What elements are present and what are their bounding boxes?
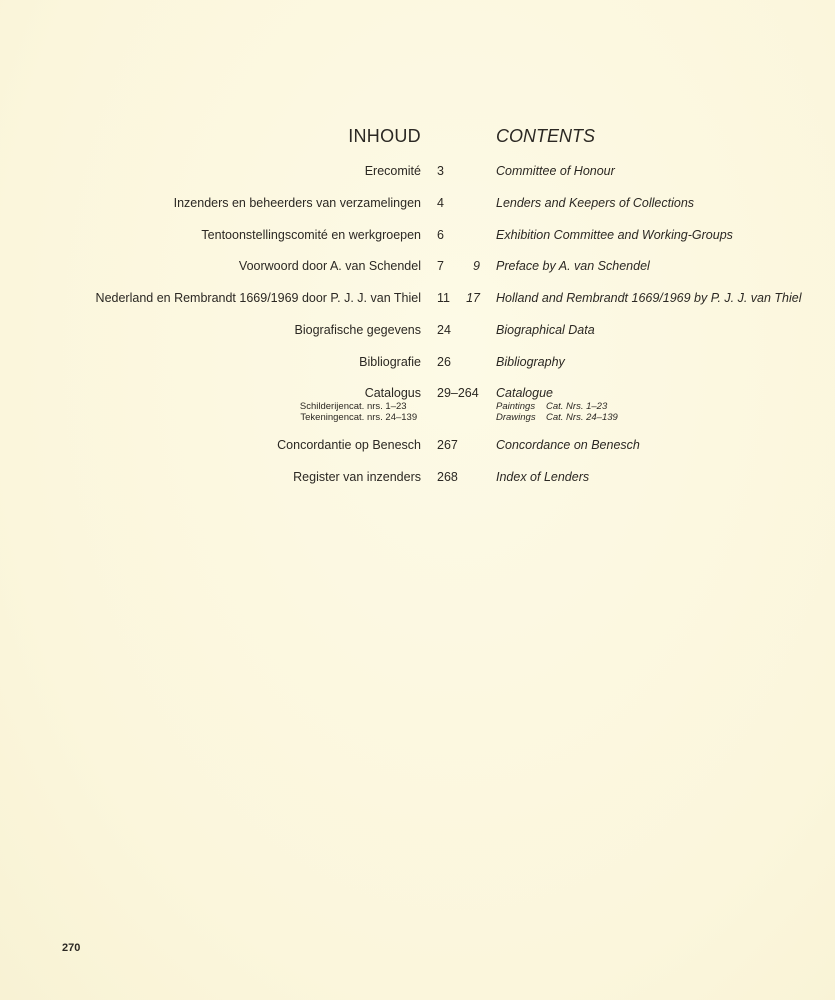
toc-row-erecomite	[0, 164, 835, 182]
toc-page: 7	[437, 259, 444, 273]
toc-title-nl: Inzenders en beheerders van verzamelingen	[173, 196, 421, 210]
toc-row-voorwoord	[0, 259, 835, 277]
toc-title-en: Holland and Rembrandt 1669/1969 by P. J. J. van Thiel	[496, 291, 802, 305]
catalogus-sub-range: cat. nrs. 1–23	[349, 401, 407, 412]
toc-page: 3	[437, 164, 444, 178]
toc-page: 4	[437, 196, 444, 210]
toc-title-nl: Erecomité	[364, 164, 421, 178]
toc-page: 6	[437, 228, 444, 242]
catalogue-sub-range: Cat. Nrs. 1–23	[546, 401, 608, 412]
toc-title-nl: Biografische gegevens	[294, 323, 421, 337]
catalogus-sub-label: Schilderijen	[299, 401, 349, 412]
toc-row-biografische-gegevens	[0, 323, 835, 341]
toc-title-en: Biographical Data	[496, 323, 595, 337]
heading-contents: CONTENTS	[496, 126, 595, 146]
catalogue-sub-label: Paintings	[496, 401, 536, 412]
page-number: 270	[62, 942, 81, 954]
toc-row-register	[0, 470, 835, 488]
toc-title-en: Committee of Honour	[496, 164, 615, 178]
toc-title-en: Preface by A. van Schendel	[496, 259, 650, 273]
toc-title-en: Exhibition Committee and Working-Groups	[496, 228, 733, 242]
heading-inhoud: INHOUD	[348, 126, 421, 146]
toc-title-en: Catalogue	[496, 386, 553, 400]
toc-row-inzenders	[0, 196, 835, 214]
toc-title-nl: Voorwoord door A. van Schendel	[238, 259, 421, 273]
toc-row-bibliografie	[0, 355, 835, 373]
toc-page-english: 9	[473, 259, 480, 273]
catalogus-sub-range: cat. nrs. 24–139	[349, 412, 418, 423]
toc-title-en: Index of Lenders	[496, 470, 590, 484]
toc-row-concordantie	[0, 438, 835, 456]
toc-page: 268	[437, 470, 458, 484]
toc-title-nl: Nederland en Rembrandt 1669/1969 door P. J. J. van Thiel	[95, 291, 421, 305]
toc-row-tentoonstellingscomite	[0, 228, 835, 246]
toc-row-catalogus	[0, 386, 835, 404]
catalogue-sub-range: Cat. Nrs. 24–139	[546, 412, 618, 423]
toc-page: 267	[437, 438, 458, 452]
catalogue-sub-label: Drawings	[496, 412, 536, 423]
toc-title-en: Concordance on Benesch	[496, 438, 640, 452]
toc-title-nl: Register van inzenders	[293, 470, 421, 484]
catalogus-sub-label: Tekeningen	[300, 412, 349, 423]
toc-title-en: Lenders and Keepers of Collections	[496, 196, 695, 210]
toc-page-english: 17	[466, 291, 480, 305]
toc-page: 24	[437, 323, 451, 337]
toc-row-nederland-en-rembrandt	[0, 291, 835, 309]
toc-page: 11	[437, 291, 450, 305]
toc-title-nl: Tentoonstellingscomité en werkgroepen	[201, 228, 421, 242]
toc-title-nl: Concordantie op Benesch	[277, 438, 421, 452]
toc-title-nl: Bibliografie	[359, 355, 421, 369]
toc-page: 29–264	[437, 386, 479, 400]
toc-page: 26	[437, 355, 451, 369]
toc-title-nl: Catalogus	[364, 386, 421, 400]
toc-title-en: Bibliography	[496, 355, 565, 369]
